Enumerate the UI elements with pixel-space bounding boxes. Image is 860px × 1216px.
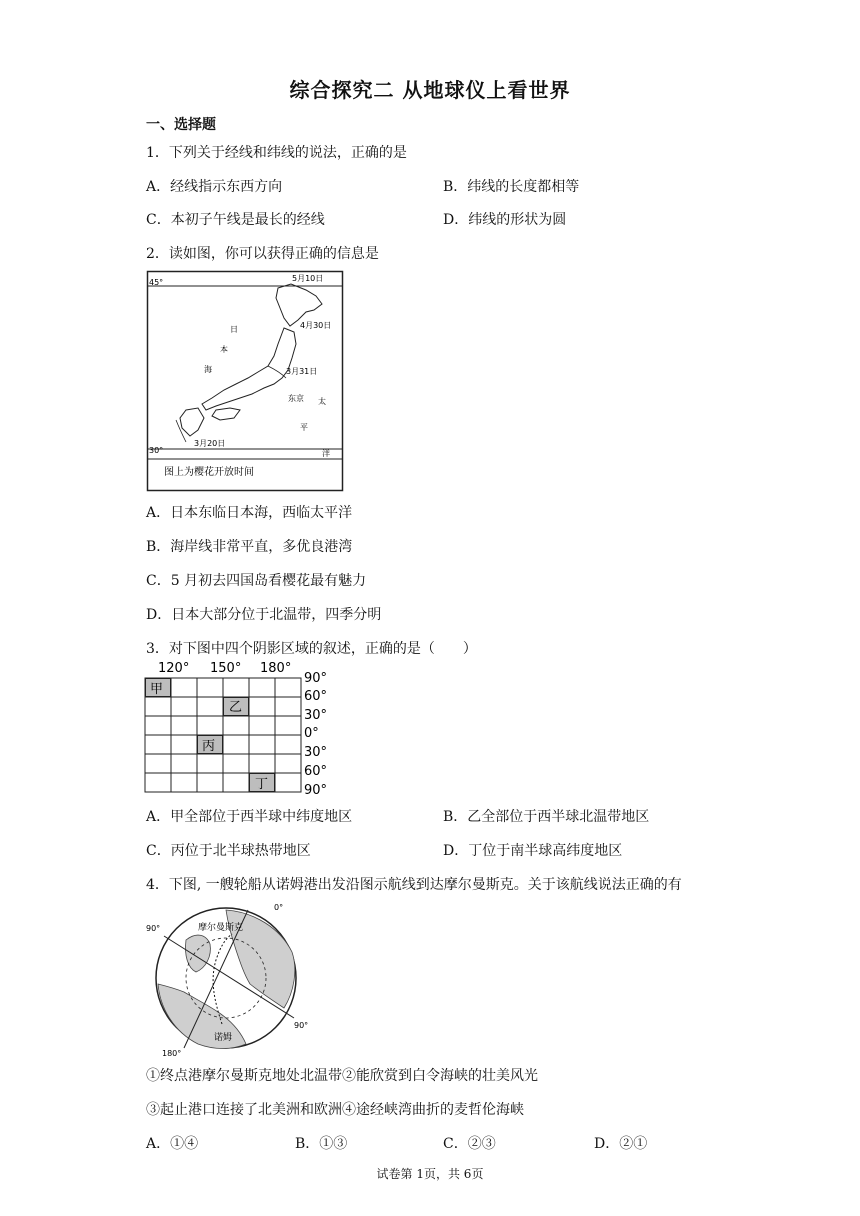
- map-label-90w: 90°: [146, 924, 161, 933]
- q4-option-d: D．②①: [594, 1136, 648, 1152]
- lat-label-0: 0°: [304, 726, 319, 741]
- q4-option-c: C．②③: [443, 1136, 496, 1152]
- map-label-180: 180°: [162, 1049, 182, 1056]
- map-label-0: 0°: [274, 903, 284, 912]
- page-title: 综合探究二 从地球仪上看世界: [289, 78, 571, 102]
- lon-label-180: 180°: [260, 661, 292, 676]
- sea-char-3: 海: [204, 365, 212, 374]
- q3-option-a: A．甲全部位于西半球中纬度地区: [146, 809, 353, 825]
- cell-label-bing: 丙: [202, 739, 216, 754]
- q2-option-d: D．日本大部分位于北温带，四季分明: [146, 607, 382, 623]
- ocean-char-2: 平: [300, 423, 308, 432]
- sea-char-2: 本: [220, 345, 228, 354]
- date-label-0510: 5月10日: [292, 274, 324, 283]
- arctic-route-map: [144, 900, 316, 1056]
- lat-lon-grid: [144, 658, 344, 798]
- q4-statement-2: ③起止港口连接了北美洲和欧洲④途经峡湾曲折的麦哲伦海峡: [146, 1102, 524, 1118]
- ocean-char-3: 洋: [322, 449, 330, 458]
- lat-30-label: 30°: [149, 446, 164, 455]
- q4-option-b: B．①③: [295, 1136, 348, 1152]
- section-heading: 一、选择题: [146, 117, 216, 133]
- q2-option-a: A．日本东临日本海，西临太平洋: [146, 505, 353, 521]
- date-label-0331: 3月31日: [286, 367, 318, 376]
- cell-label-yi: 乙: [229, 700, 243, 715]
- page-footer: 试卷第 1页，共 6页: [376, 1167, 484, 1181]
- date-label-0320: 3月20日: [194, 439, 226, 448]
- q3-option-c: C．丙位于北半球热带地区: [146, 843, 311, 859]
- lat-label-30s: 30°: [304, 745, 328, 760]
- lon-label-120: 120°: [158, 661, 190, 676]
- q1-option-b: B．纬线的长度都相等: [443, 179, 580, 195]
- lat-label-60s: 60°: [304, 764, 328, 779]
- map-caption: 图上为樱花开放时间: [164, 467, 254, 478]
- nome-label: 诺姆: [214, 1033, 233, 1043]
- cell-label-jia: 甲: [150, 682, 164, 697]
- japan-sakura-map: [146, 270, 344, 492]
- q2-stem: 2．读如图，你可以获得正确的信息是: [146, 246, 379, 262]
- q1-stem: 1．下列关于经线和纬线的说法，正确的是: [146, 145, 407, 161]
- q3-option-b: B．乙全部位于西半球北温带地区: [443, 809, 650, 825]
- ocean-char-1: 太: [318, 397, 326, 406]
- lat-label-90s: 90°: [304, 783, 328, 798]
- q4-option-a: A．①④: [146, 1136, 199, 1152]
- murmansk-label: 摩尔曼斯克: [198, 923, 244, 933]
- q2-option-c: C．5 月初去四国岛看樱花最有魅力: [146, 573, 367, 589]
- lat-label-60n: 60°: [304, 689, 328, 704]
- cell-label-ding: 丁: [255, 777, 269, 792]
- q3-stem: 3．对下图中四个阴影区域的叙述，正确的是（ ）: [146, 641, 477, 657]
- q1-option-c: C．本初子午线是最长的经线: [146, 212, 325, 228]
- date-label-0430: 4月30日: [300, 321, 332, 330]
- q3-option-d: D．丁位于南半球高纬度地区: [443, 843, 623, 859]
- sea-char-1: 日: [230, 325, 238, 334]
- q2-option-b: B．海岸线非常平直，多优良港湾: [146, 539, 353, 555]
- lon-label-150: 150°: [210, 661, 242, 676]
- q1-option-d: D．纬线的形状为圆: [443, 212, 567, 228]
- lat-45-label: 45°: [149, 278, 164, 287]
- lat-label-30n: 30°: [304, 708, 328, 723]
- map-label-90e: 90°: [294, 1021, 309, 1030]
- tokyo-label: 东京: [288, 394, 304, 403]
- q1-option-a: A．经线指示东西方向: [146, 179, 283, 195]
- lat-label-90n: 90°: [304, 671, 328, 686]
- q4-stem: 4．下图, 一艘轮船从诺姆港出发沿图示航线到达摩尔曼斯克。关于该航线说法正确的有: [146, 877, 682, 893]
- q4-statement-1: ①终点港摩尔曼斯克地处北温带②能欣赏到白令海峡的壮美风光: [146, 1068, 538, 1084]
